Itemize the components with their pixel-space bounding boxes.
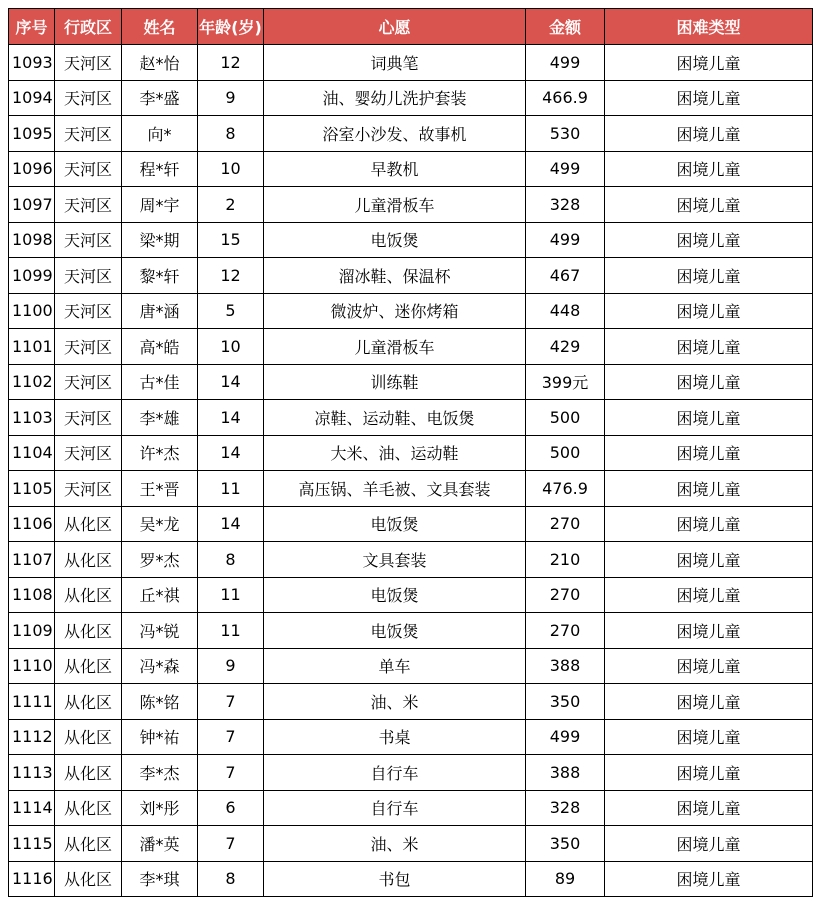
serial-number-cell: 1110 [9,648,55,684]
serial-number-cell: 1101 [9,329,55,365]
serial-number-cell: 1106 [9,506,55,542]
wish-cell: 电饭煲 [264,506,526,542]
wish-cell: 书包 [264,861,526,897]
age-cell: 14 [198,364,264,400]
age-cell: 9 [198,648,264,684]
hardship-type-cell: 困境儿童 [605,222,813,258]
wish-cell: 自行车 [264,790,526,826]
header-hardship-type: 困难类型 [605,9,813,45]
table-row [9,755,813,791]
age-cell: 14 [198,506,264,542]
age-cell: 7 [198,826,264,862]
serial-number-cell: 1099 [9,258,55,294]
age-cell: 11 [198,613,264,649]
district-cell: 天河区 [55,329,122,365]
hardship-type-cell: 困境儿童 [605,435,813,471]
name-cell: 向* [122,116,198,152]
name-cell: 古*佳 [122,364,198,400]
wish-cell: 书桌 [264,719,526,755]
hardship-type-cell: 困境儿童 [605,719,813,755]
header-name: 姓名 [122,9,198,45]
hardship-type-cell: 困境儿童 [605,80,813,116]
amount-cell: 500 [526,400,605,436]
hardship-type-cell: 困境儿童 [605,684,813,720]
name-cell: 程*轩 [122,151,198,187]
serial-number-cell: 1102 [9,364,55,400]
amount-cell: 499 [526,719,605,755]
name-cell: 丘*祺 [122,577,198,613]
age-cell: 7 [198,755,264,791]
serial-number-cell: 1105 [9,471,55,507]
name-cell: 李*杰 [122,755,198,791]
name-cell: 刘*彤 [122,790,198,826]
amount-cell: 499 [526,45,605,81]
amount-cell: 499 [526,222,605,258]
serial-number-cell: 1111 [9,684,55,720]
hardship-type-cell: 困境儿童 [605,116,813,152]
serial-number-cell: 1109 [9,613,55,649]
district-cell: 从化区 [55,542,122,578]
district-cell: 天河区 [55,258,122,294]
serial-number-cell: 1116 [9,861,55,897]
name-cell: 冯*森 [122,648,198,684]
wish-cell: 儿童滑板车 [264,329,526,365]
wish-cell: 微波炉、迷你烤箱 [264,293,526,329]
serial-number-cell: 1103 [9,400,55,436]
age-cell: 14 [198,400,264,436]
district-cell: 从化区 [55,613,122,649]
age-cell: 12 [198,258,264,294]
table-row [9,613,813,649]
hardship-type-cell: 困境儿童 [605,577,813,613]
age-cell: 12 [198,45,264,81]
amount-cell: 350 [526,826,605,862]
hardship-type-cell: 困境儿童 [605,187,813,223]
serial-number-cell: 1100 [9,293,55,329]
amount-cell: 448 [526,293,605,329]
age-cell: 9 [198,80,264,116]
serial-number-cell: 1096 [9,151,55,187]
name-cell: 潘*英 [122,826,198,862]
wish-cell: 大米、油、运动鞋 [264,435,526,471]
table-row [9,80,813,116]
wish-cell: 浴室小沙发、故事机 [264,116,526,152]
header-district: 行政区 [55,9,122,45]
amount-cell: 210 [526,542,605,578]
table-row [9,826,813,862]
name-cell: 吴*龙 [122,506,198,542]
serial-number-cell: 1094 [9,80,55,116]
name-cell: 高*皓 [122,329,198,365]
amount-cell: 530 [526,116,605,152]
age-cell: 10 [198,329,264,365]
table-row [9,293,813,329]
wish-cell: 油、婴幼儿洗护套装 [264,80,526,116]
amount-cell: 89 [526,861,605,897]
wish-cell: 油、米 [264,826,526,862]
amount-cell: 270 [526,613,605,649]
district-cell: 天河区 [55,45,122,81]
district-cell: 天河区 [55,364,122,400]
name-cell: 李*雄 [122,400,198,436]
header-row [9,9,813,45]
serial-number-cell: 1113 [9,755,55,791]
amount-cell: 388 [526,648,605,684]
district-cell: 从化区 [55,506,122,542]
age-cell: 5 [198,293,264,329]
district-cell: 天河区 [55,400,122,436]
serial-number-cell: 1104 [9,435,55,471]
amount-cell: 466.9 [526,80,605,116]
district-cell: 天河区 [55,151,122,187]
age-cell: 7 [198,684,264,720]
table-row [9,506,813,542]
hardship-type-cell: 困境儿童 [605,755,813,791]
hardship-type-cell: 困境儿童 [605,471,813,507]
wish-cell: 文具套装 [264,542,526,578]
table-row [9,116,813,152]
wish-cell: 早教机 [264,151,526,187]
age-cell: 7 [198,719,264,755]
table-row [9,400,813,436]
age-cell: 11 [198,471,264,507]
amount-cell: 270 [526,577,605,613]
district-cell: 从化区 [55,648,122,684]
age-cell: 6 [198,790,264,826]
district-cell: 天河区 [55,471,122,507]
district-cell: 从化区 [55,861,122,897]
age-cell: 2 [198,187,264,223]
district-cell: 从化区 [55,684,122,720]
wish-cell: 凉鞋、运动鞋、电饭煲 [264,400,526,436]
wish-cell: 电饭煲 [264,222,526,258]
amount-cell: 399元 [526,364,605,400]
table-row [9,471,813,507]
amount-cell: 429 [526,329,605,365]
serial-number-cell: 1095 [9,116,55,152]
table-row [9,719,813,755]
name-cell: 唐*涵 [122,293,198,329]
amount-cell: 328 [526,790,605,826]
hardship-type-cell: 困境儿童 [605,506,813,542]
wish-cell: 词典笔 [264,45,526,81]
table-row [9,684,813,720]
hardship-type-cell: 困境儿童 [605,151,813,187]
hardship-type-cell: 困境儿童 [605,861,813,897]
table-row [9,577,813,613]
hardship-type-cell: 困境儿童 [605,258,813,294]
name-cell: 李*盛 [122,80,198,116]
table-body [9,45,813,897]
district-cell: 从化区 [55,826,122,862]
name-cell: 周*宇 [122,187,198,223]
serial-number-cell: 1115 [9,826,55,862]
name-cell: 钟*祐 [122,719,198,755]
name-cell: 赵*怡 [122,45,198,81]
wish-cell: 溜冰鞋、保温杯 [264,258,526,294]
wish-table [8,8,813,897]
district-cell: 天河区 [55,435,122,471]
serial-number-cell: 1107 [9,542,55,578]
name-cell: 王*晋 [122,471,198,507]
hardship-type-cell: 困境儿童 [605,790,813,826]
age-cell: 11 [198,577,264,613]
hardship-type-cell: 困境儿童 [605,613,813,649]
hardship-type-cell: 困境儿童 [605,400,813,436]
hardship-type-cell: 困境儿童 [605,826,813,862]
hardship-type-cell: 困境儿童 [605,542,813,578]
name-cell: 罗*杰 [122,542,198,578]
serial-number-cell: 1112 [9,719,55,755]
wish-cell: 训练鞋 [264,364,526,400]
amount-cell: 500 [526,435,605,471]
serial-number-cell: 1093 [9,45,55,81]
serial-number-cell: 1108 [9,577,55,613]
header-amount: 金额 [526,9,605,45]
amount-cell: 328 [526,187,605,223]
age-cell: 8 [198,542,264,578]
amount-cell: 476.9 [526,471,605,507]
wish-cell: 电饭煲 [264,613,526,649]
table-row [9,542,813,578]
age-cell: 14 [198,435,264,471]
wish-cell: 油、米 [264,684,526,720]
district-cell: 从化区 [55,719,122,755]
district-cell: 从化区 [55,790,122,826]
name-cell: 陈*铭 [122,684,198,720]
wish-cell: 儿童滑板车 [264,187,526,223]
table-row [9,329,813,365]
table-row [9,435,813,471]
age-cell: 8 [198,116,264,152]
table-row [9,258,813,294]
wish-table-container [8,8,813,897]
hardship-type-cell: 困境儿童 [605,364,813,400]
amount-cell: 388 [526,755,605,791]
wish-cell: 高压锅、羊毛被、文具套装 [264,471,526,507]
serial-number-cell: 1098 [9,222,55,258]
wish-cell: 单车 [264,648,526,684]
serial-number-cell: 1114 [9,790,55,826]
table-row [9,187,813,223]
table-row [9,790,813,826]
district-cell: 天河区 [55,80,122,116]
age-cell: 8 [198,861,264,897]
name-cell: 李*琪 [122,861,198,897]
amount-cell: 499 [526,151,605,187]
name-cell: 许*杰 [122,435,198,471]
amount-cell: 467 [526,258,605,294]
serial-number-cell: 1097 [9,187,55,223]
district-cell: 天河区 [55,293,122,329]
table-row [9,222,813,258]
wish-cell: 电饭煲 [264,577,526,613]
header-serial-number: 序号 [9,9,55,45]
table-row [9,648,813,684]
district-cell: 天河区 [55,187,122,223]
name-cell: 梁*期 [122,222,198,258]
hardship-type-cell: 困境儿童 [605,45,813,81]
table-row [9,45,813,81]
table-row [9,364,813,400]
table-row [9,151,813,187]
age-cell: 10 [198,151,264,187]
district-cell: 从化区 [55,755,122,791]
amount-cell: 270 [526,506,605,542]
amount-cell: 350 [526,684,605,720]
hardship-type-cell: 困境儿童 [605,648,813,684]
name-cell: 冯*锐 [122,613,198,649]
hardship-type-cell: 困境儿童 [605,293,813,329]
district-cell: 天河区 [55,116,122,152]
district-cell: 从化区 [55,577,122,613]
table-row [9,861,813,897]
hardship-type-cell: 困境儿童 [605,329,813,365]
age-cell: 15 [198,222,264,258]
district-cell: 天河区 [55,222,122,258]
header-wish: 心愿 [264,9,526,45]
wish-cell: 自行车 [264,755,526,791]
header-age: 年龄(岁) [198,9,264,45]
name-cell: 黎*轩 [122,258,198,294]
